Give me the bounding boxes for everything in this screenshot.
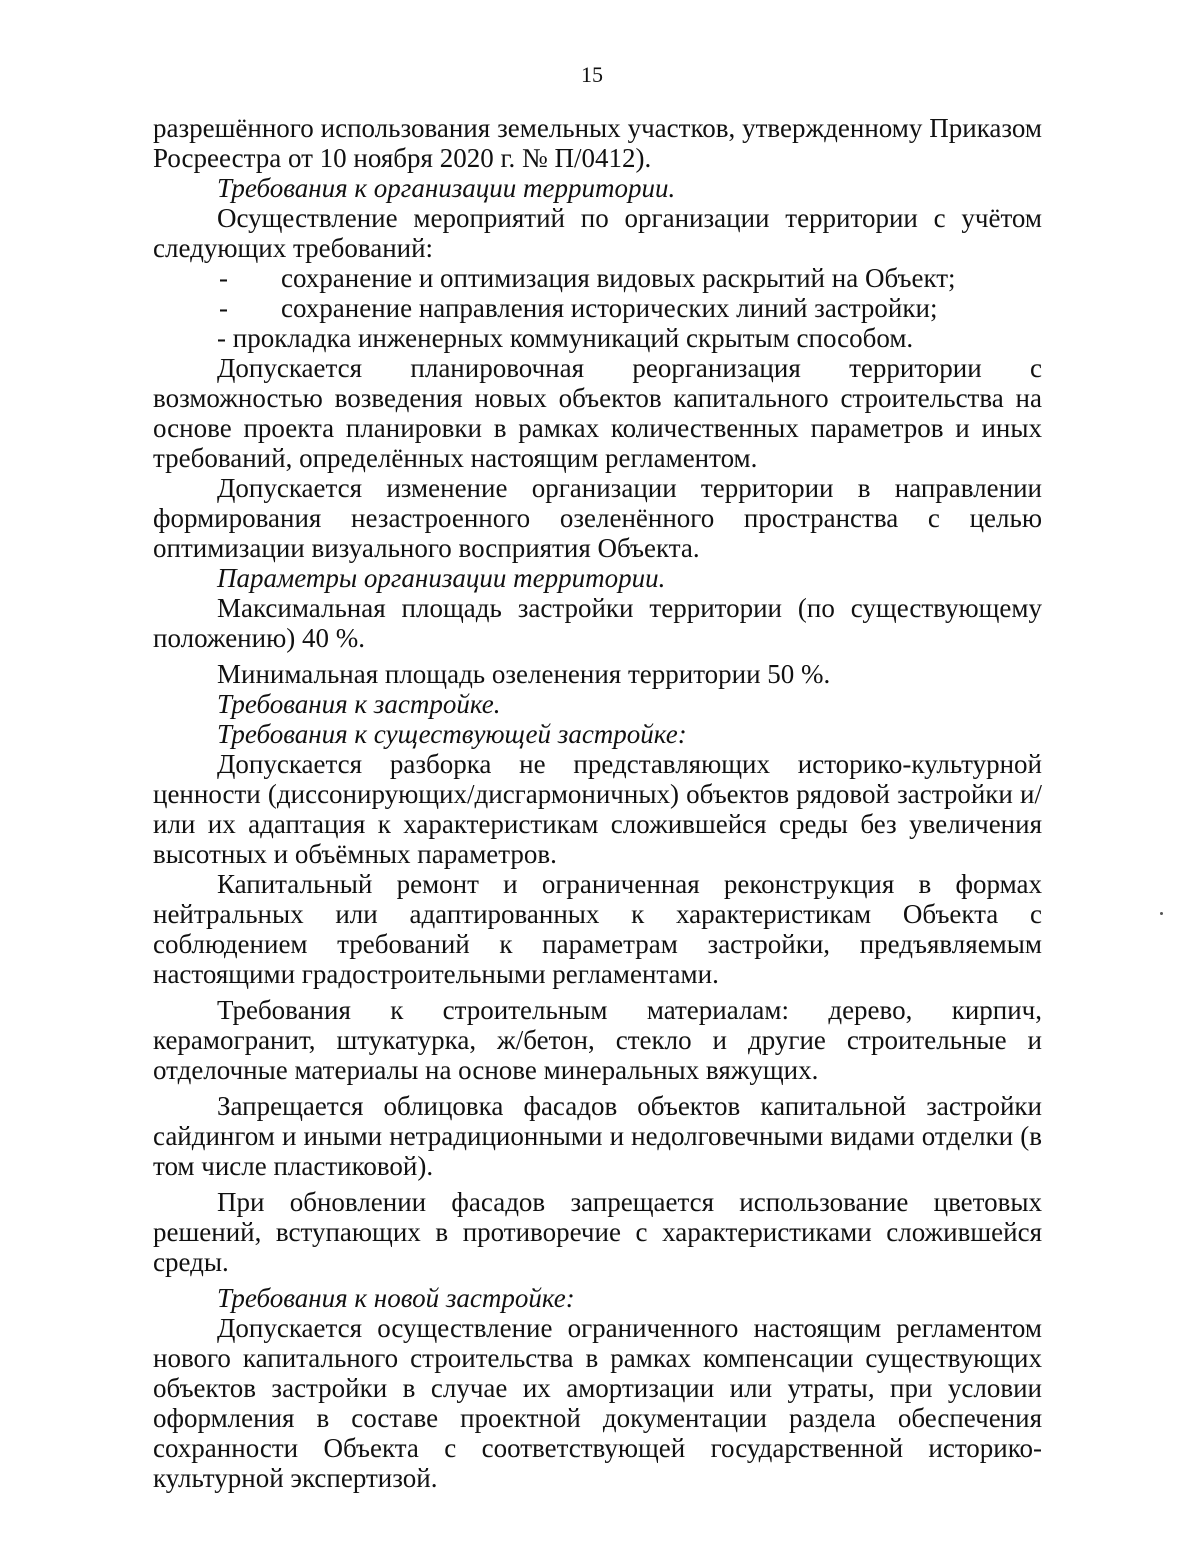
list-item-text: сохранение и оптимизация видовых раскрытий на Объект; <box>281 263 956 293</box>
list-item <box>153 263 1042 293</box>
paragraph-new-construction: Допускается осуществление ограниченного настоящим регламентом нового капитального строительства в рамках компенсации существующих объектов застройки в случае их амортизации или утраты, при условии оформления в составе проектной документации раздела обеспечения сохранности Объекта с соответствующей государственной историко-культурной экспертизой. <box>153 1313 1042 1493</box>
list-item-text: сохранение направления исторических линий застройки; <box>281 293 938 323</box>
list-item <box>153 293 1042 323</box>
section-heading-new-building: Требования к новой застройке: <box>217 1283 575 1313</box>
scan-speck <box>1160 912 1163 915</box>
section-heading-building: Требования к застройке. <box>217 689 501 719</box>
paragraph-activities: Осуществление мероприятий по организации территории с учётом следующих требований: <box>153 203 1042 263</box>
section-heading-territory-requirements: Требования к организации территории. <box>217 173 676 203</box>
section-heading-existing-building: Требования к существующей застройке: <box>217 719 687 749</box>
list-item: - прокладка инженерных коммуникаций скрытым способом. <box>217 323 914 353</box>
paragraph-reorganization: Допускается планировочная реорганизация территории с возможностью возведения новых объектов капитального строительства на основе проекта планировки в рамках количественных параметров и иных требований, определённых настоящим регламентом. <box>153 353 1042 473</box>
paragraph-continuation: разрешённого использования земельных участков, утвержденному Приказом Росреестра от 10 ноября 2020 г. № П/0412). <box>153 113 1042 173</box>
list-dash: - <box>219 263 228 293</box>
paragraph-min-greening: Минимальная площадь озеленения территории 50 %. <box>217 659 831 689</box>
paragraph-repair: Капитальный ремонт и ограниченная реконструкция в формах нейтральных или адаптированных к характеристикам Объекта с соблюдением требований к параметрам застройки, предъявляемым настоящими градостроительными регламентами. <box>153 869 1042 989</box>
page-number: 15 <box>581 62 603 87</box>
paragraph-dismantling: Допускается разборка не представляющих историко-культурной ценности (диссонирующих/дисгармоничных) объектов рядовой застройки и/или их адаптация к характеристикам сложившейся среды без увеличения высотных и объёмных параметров. <box>153 749 1042 869</box>
paragraph-cladding: Запрещается облицовка фасадов объектов капитальной застройки сайдингом и иными нетрадиционными и недолговечными видами отделки (в том числе пластиковой). <box>153 1091 1042 1181</box>
paragraph-materials: Требования к строительным материалам: дерево, кирпич, керамогранит, штукатурка, ж/бетон, стекло и другие строительные и отделочные материалы на основе минеральных вяжущих. <box>153 995 1042 1085</box>
section-heading-territory-parameters: Параметры организации территории. <box>217 563 666 593</box>
list-dash: - <box>219 293 228 323</box>
document-body <box>153 113 1042 1493</box>
paragraph-colors: При обновлении фасадов запрещается использование цветовых решений, вступающих в противоречие с характеристиками сложившейся среды. <box>153 1187 1042 1277</box>
paragraph-max-area: Максимальная площадь застройки территории (по существующему положению) 40 %. <box>153 593 1042 653</box>
paragraph-territory-change: Допускается изменение организации территории в направлении формирования незастроенного озеленённого пространства с целью оптимизации визуального восприятия Объекта. <box>153 473 1042 563</box>
